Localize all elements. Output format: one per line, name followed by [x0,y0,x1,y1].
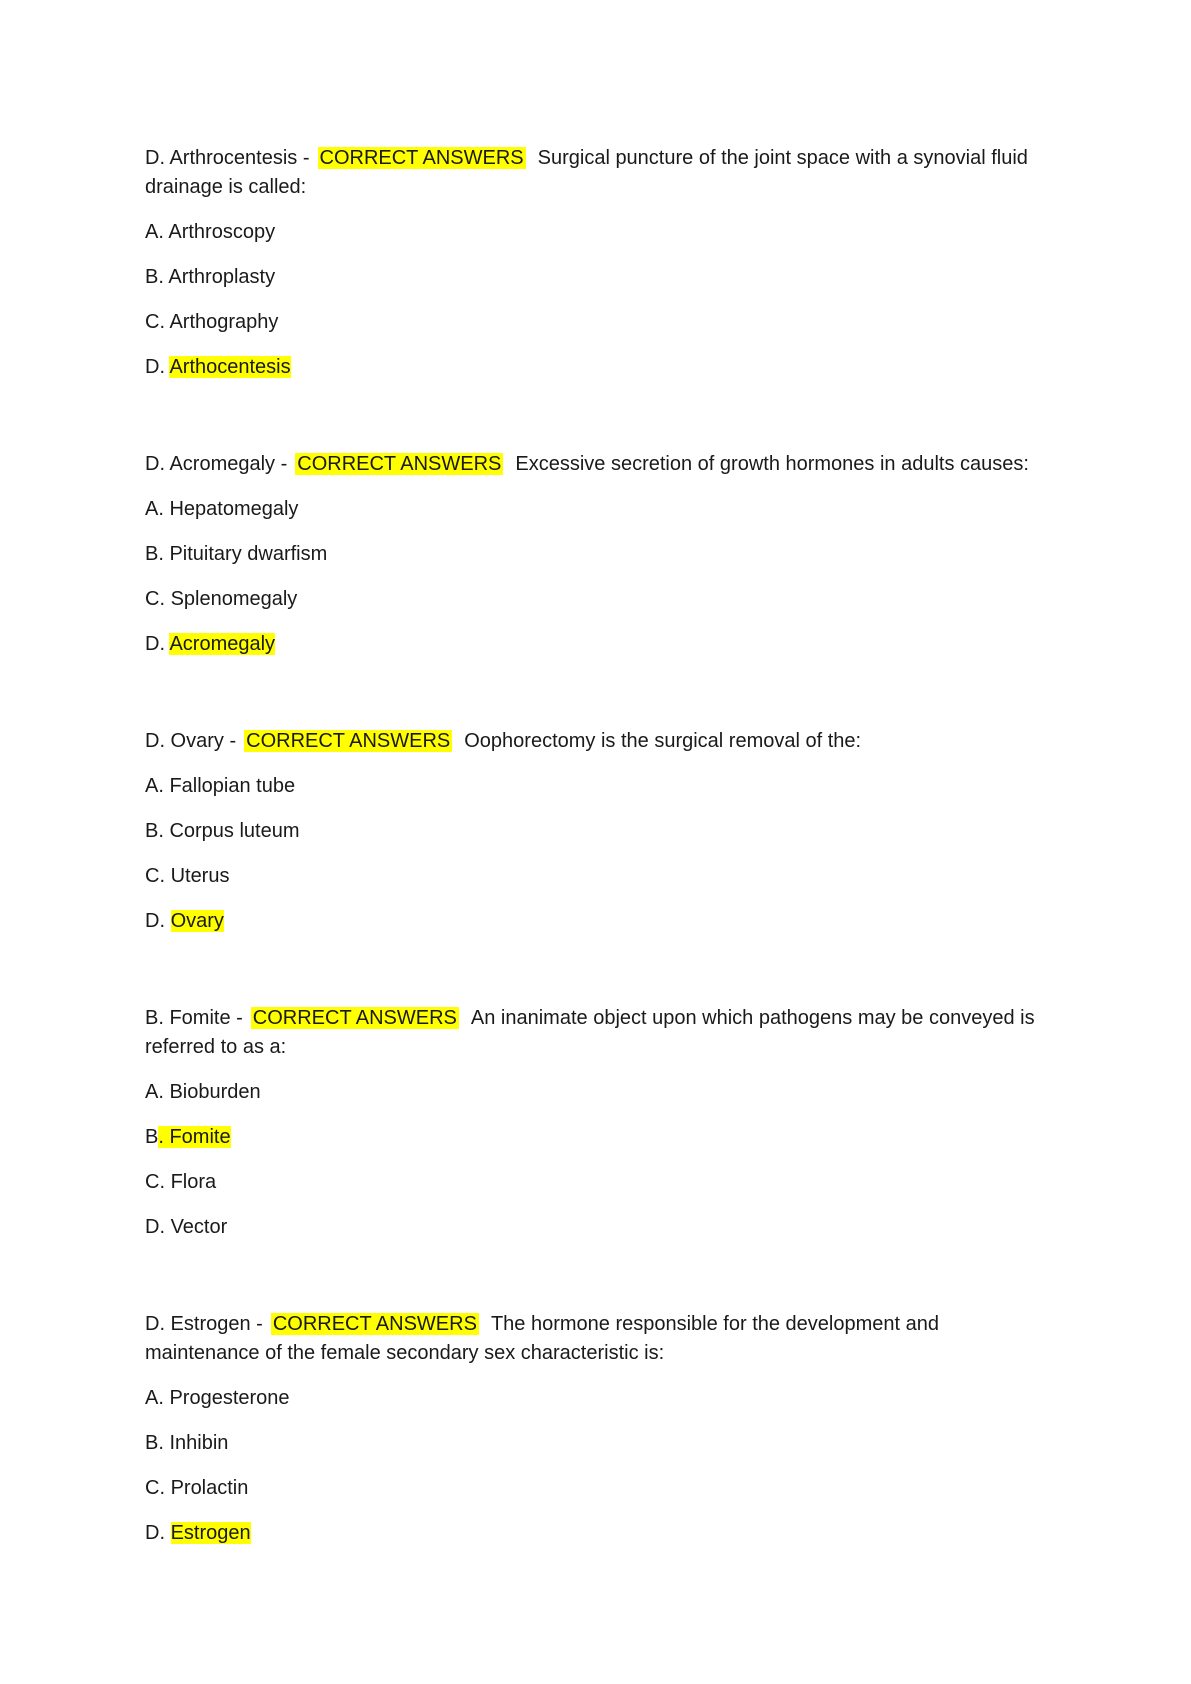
option-text: Arthography [169,311,279,333]
option-text: Arthroscopy [168,221,276,243]
question-line [145,727,1045,756]
option-text: Hepatomegaly [169,498,299,520]
option-prefix: C. [145,1171,171,1193]
option-a [145,495,1045,524]
question-text: Oophorectomy is the surgical removal of the: [464,730,862,752]
quiz-block [145,1310,1045,1548]
option-text: Fallopian tube [169,775,296,797]
option-text: Pituitary dwarfism [169,543,328,565]
answer-key: B. Fomite - [145,1007,243,1029]
option-prefix: B [145,1126,159,1148]
option-b [145,540,1045,569]
option-text-highlighted: Ovary [170,910,224,932]
option-text: Uterus [170,865,230,887]
correct-answers-tag: CORRECT ANSWERS [297,453,502,475]
option-text: Vector [170,1216,228,1238]
option-text-highlighted: . Fomite [158,1126,231,1148]
correct-answers-tag: CORRECT ANSWERS [252,1007,457,1029]
option-prefix: D. [145,633,170,655]
option-d [145,1519,1045,1548]
option-d [145,1213,1045,1242]
question-line [145,1310,1045,1368]
question-line [145,450,1045,479]
option-prefix: A. [145,221,169,243]
option-text: Inhibin [169,1432,229,1454]
correct-answers-tag: CORRECT ANSWERS [272,1313,477,1335]
option-text: Prolactin [170,1477,249,1499]
option-text-highlighted: Acromegaly [169,633,276,655]
option-b [145,263,1045,292]
quiz-content [145,144,1045,1616]
option-prefix: D. [145,1522,171,1544]
option-prefix: B. [145,820,170,842]
question-text: An inanimate object upon which pathogens may be conveyed is referred to as a: [145,1007,1035,1058]
quiz-block [145,1004,1045,1242]
option-prefix: D. [145,1216,171,1238]
option-prefix: C. [145,311,170,333]
option-c [145,308,1045,337]
option-prefix: D. [145,910,171,932]
question-line [145,1004,1045,1062]
option-prefix: D. [145,356,170,378]
option-a [145,772,1045,801]
answer-key: D. Ovary - [145,730,237,752]
option-b [145,1123,1045,1152]
option-prefix: B. [145,1432,170,1454]
option-a [145,1078,1045,1107]
option-c [145,1168,1045,1197]
option-c [145,585,1045,614]
quiz-block [145,450,1045,659]
option-prefix: C. [145,1477,171,1499]
correct-answers-tag: CORRECT ANSWERS [319,147,524,169]
option-a [145,1384,1045,1413]
option-c [145,1474,1045,1503]
option-d [145,630,1045,659]
option-b [145,817,1045,846]
option-prefix: B. [145,266,169,288]
option-text: Arthroplasty [168,266,276,288]
option-prefix: A. [145,1387,170,1409]
option-text: Flora [170,1171,217,1193]
option-c [145,862,1045,891]
option-prefix: C. [145,588,171,610]
option-a [145,218,1045,247]
option-prefix: C. [145,865,171,887]
option-text-highlighted: Arthocentesis [169,356,291,378]
option-text: Progesterone [169,1387,290,1409]
quiz-block [145,727,1045,936]
question-text: The hormone responsible for the development and maintenance of the female secondary sex characteristic is: [145,1313,939,1364]
answer-key: D. Arthrocentesis - [145,147,310,169]
option-text-highlighted: Estrogen [170,1522,251,1544]
option-d [145,353,1045,382]
option-text: Bioburden [169,1081,261,1103]
option-text: Splenomegaly [170,588,298,610]
correct-answers-tag: CORRECT ANSWERS [246,730,451,752]
option-prefix: A. [145,775,170,797]
option-prefix: A. [145,498,170,520]
option-text: Corpus luteum [169,820,300,842]
question-text: Surgical puncture of the joint space with a synovial fluid drainage is called: [145,147,1028,198]
question-line [145,144,1045,202]
option-prefix: A. [145,1081,170,1103]
option-d [145,907,1045,936]
answer-key: D. Acromegaly - [145,453,288,475]
option-b [145,1429,1045,1458]
question-text: Excessive secretion of growth hormones in adults causes: [515,453,1029,475]
option-prefix: B. [145,543,170,565]
quiz-block [145,144,1045,382]
answer-key: D. Estrogen - [145,1313,263,1335]
